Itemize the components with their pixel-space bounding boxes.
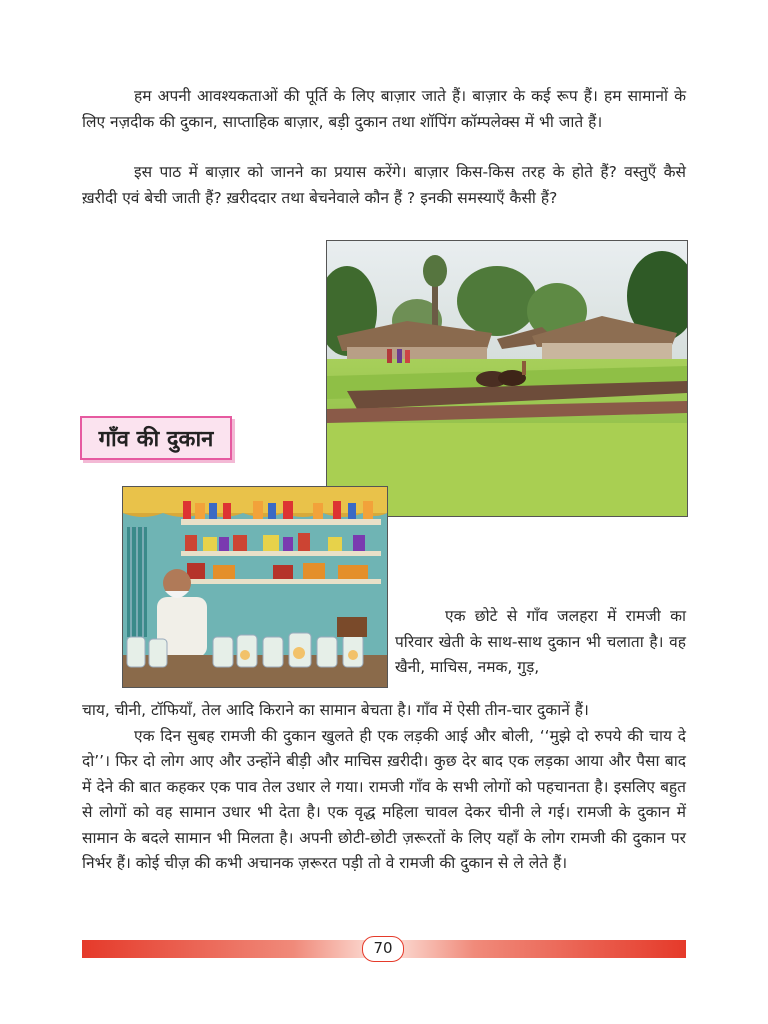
- shop-paragraph-1: एक छोटे से गाँव जलहरा में रामजी का परिवार खेती के साथ-साथ दुकान भी चलाता है। वह खैनी, माचिस, नमक, गुड़,: [395, 607, 686, 676]
- intro-paragraph-2: इस पाठ में बाज़ार को जानने का प्रयास करेंगे। बाज़ार किस-किस तरह के होते हैं? वस्तुएँ कैसे ख़रीदी एवं बेची जाती हैं? ख़रीददार तथा बेचनेवाले कौन हैं ? इनकी समस्याएँ कैसी हैं?: [82, 163, 686, 207]
- shop-paragraph-3: एक दिन सुबह रामजी की दुकान खुलते ही एक लड़की आई और बोली, ‘‘मुझे दो रुपये की चाय दे दो’’। फिर दो लोग आए और उन्होंने बीड़ी और माचिस ख़रीदी। कुछ देर बाद एक लड़का आया और पैसा बाद में देने की बात कहकर एक पाव तेल उधार ले गया। रामजी गाँव के सभी लोगों को पहचानता है। इसलिए बहुत से लोगों को वह सामान उधार भी देता है। एक वृद्ध महिला चावल देकर चीनी ले गई। रामजी के दुकान में सामान के बदले सामान भी मिलता है। अपनी छोटी-छोटी ज़रूरतों के लिए यहाँ के लोग रामजी की दुकान पर निर्भर हैं। कोई चीज़ की कभी अचानक ज़रूरत पड़ी तो वे रामजी की दुकान से ले लेते हैं।: [82, 726, 686, 872]
- shop-paragraph-2: [82, 698, 686, 877]
- village-field-photo: [326, 240, 688, 517]
- village-field-illustration: [327, 241, 687, 516]
- shop-paragraph-2-lead: चाय, चीनी, टॉफियाँ, तेल आदि किराने का सामान बेचता है। गाँव में ऐसी तीन-चार दुकानें हैं।: [82, 701, 589, 719]
- intro-paragraph-1: हम अपनी आवश्यकताओं की पूर्ति के लिए बाज़ार जाते हैं। बाज़ार के कई रूप हैं। हम सामानों के लिए नज़दीक की दुकान, साप्ताहिक बाज़ार, बड़ी दुकान तथा शॉपिंग कॉम्पलेक्स में भी जाते हैं।: [82, 87, 686, 131]
- village-shop-photo: [122, 486, 388, 688]
- section-heading: गाँव की दुकान: [80, 416, 232, 460]
- village-shop-illustration: [123, 487, 387, 687]
- page-number: 70: [362, 936, 404, 962]
